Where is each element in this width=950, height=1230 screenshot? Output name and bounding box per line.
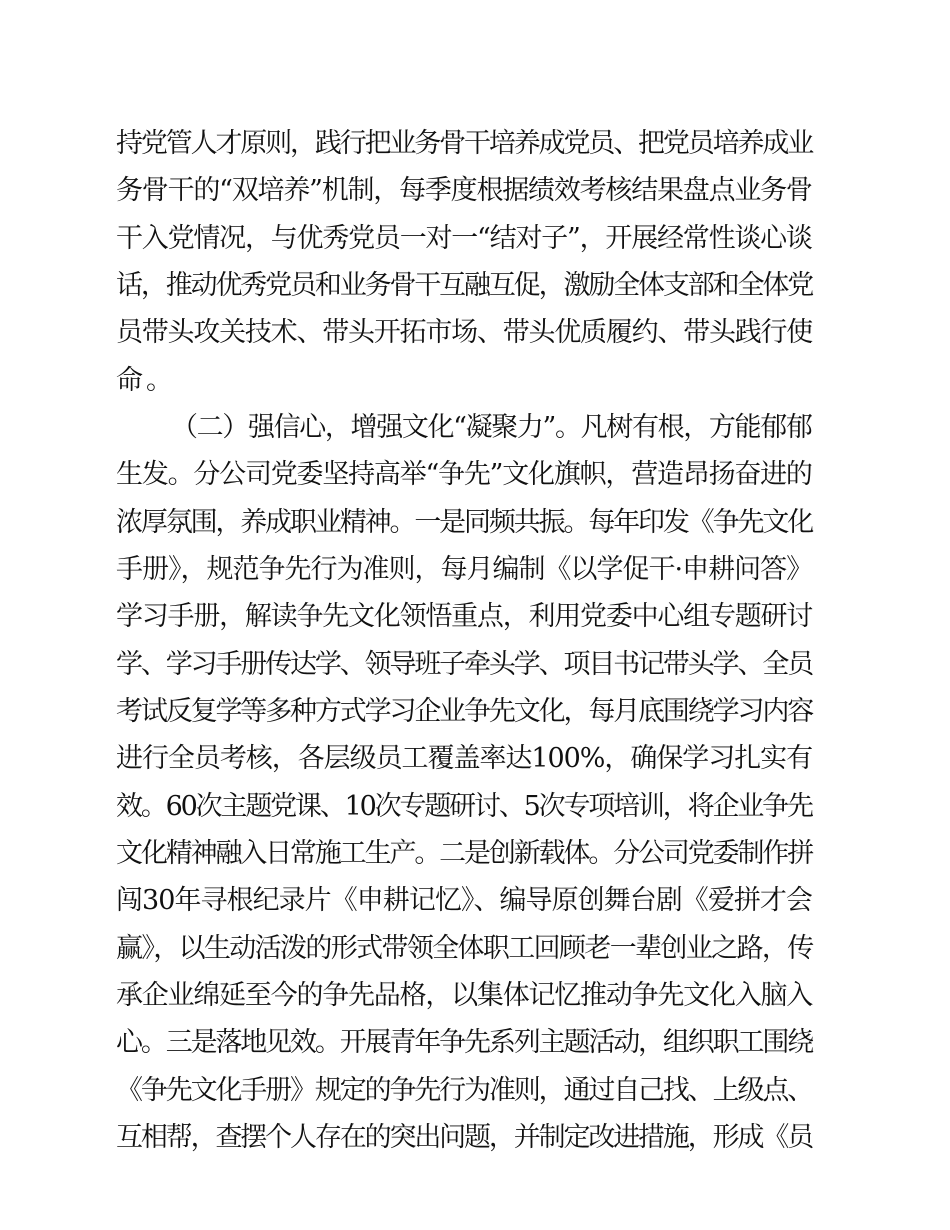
text-line: 学、学习手册传达学、领导班子牵头学、项目书记带头学、全员 (116, 648, 813, 680)
section-heading-line: （二）强信心，增强文化“凝聚力”。凡树有根，方能郁郁 (171, 411, 812, 443)
text-line: 进行全员考核，各层级员工覆盖率达100%，确保学习扎实有 (116, 743, 813, 775)
text-line: 员带头攻关技术、带头开拓市场、带头优质履约、带头践行使 (116, 317, 813, 349)
text-line: 持党管人才原则，践行把业务骨干培养成党员、把党员培养成业 (116, 128, 813, 159)
text-line: 心。三是落地见效。开展青年争先系列主题活动，组织职工围绕 (116, 1027, 813, 1059)
text-line: 互相帮，查摆个人存在的突出问题，并制定改进措施，形成《员 (116, 1121, 813, 1153)
text-line: 生发。分公司党委坚持高举“争先”文化旗帜，营造昂扬奋进的 (116, 459, 812, 491)
text-line: 承企业绵延至今的争先品格，以集体记忆推动争先文化入脑入 (116, 979, 813, 1011)
text-line: 浓厚氛围，养成职业精神。一是同频共振。每年印发《争先文化 (116, 506, 813, 538)
text-line: 文化精神融入日常施工生产。二是创新载体。分公司党委制作拼 (116, 837, 813, 869)
text-line: 干入党情况，与优秀党员一对一“结对子”，开展经常性谈心谈 (116, 222, 812, 254)
text-line: 手册》，规范争先行为准则，每月编制《以学促干·申耕问答》 (116, 553, 813, 585)
text-line: 《争先文化手册》规定的争先行为准则，通过自己找、上级点、 (116, 1074, 813, 1106)
text-line: 命。 (116, 364, 176, 396)
text-line: 赢》，以生动活泼的形式带领全体职工回顾老一辈创业之路，传 (116, 932, 813, 964)
text-line: 效。60次主题党课、10次专题研讨、5次专项培训，将企业争先 (116, 790, 812, 822)
text-line: 务骨干的“双培养”机制，每季度根据绩效考核结果盘点业务骨 (116, 175, 812, 207)
text-line: 考试反复学等多种方式学习企业争先文化，每月底围绕学习内容 (116, 695, 813, 727)
text-line: 话，推动优秀党员和业务骨干互融互促，激励全体支部和全体党 (116, 269, 813, 301)
text-line: 学习手册，解读争先文化领悟重点，利用党委中心组专题研讨 (116, 601, 813, 633)
text-line: 闯30年寻根纪录片《申耕记忆》、编导原创舞台剧《爱拼才会 (116, 885, 812, 917)
